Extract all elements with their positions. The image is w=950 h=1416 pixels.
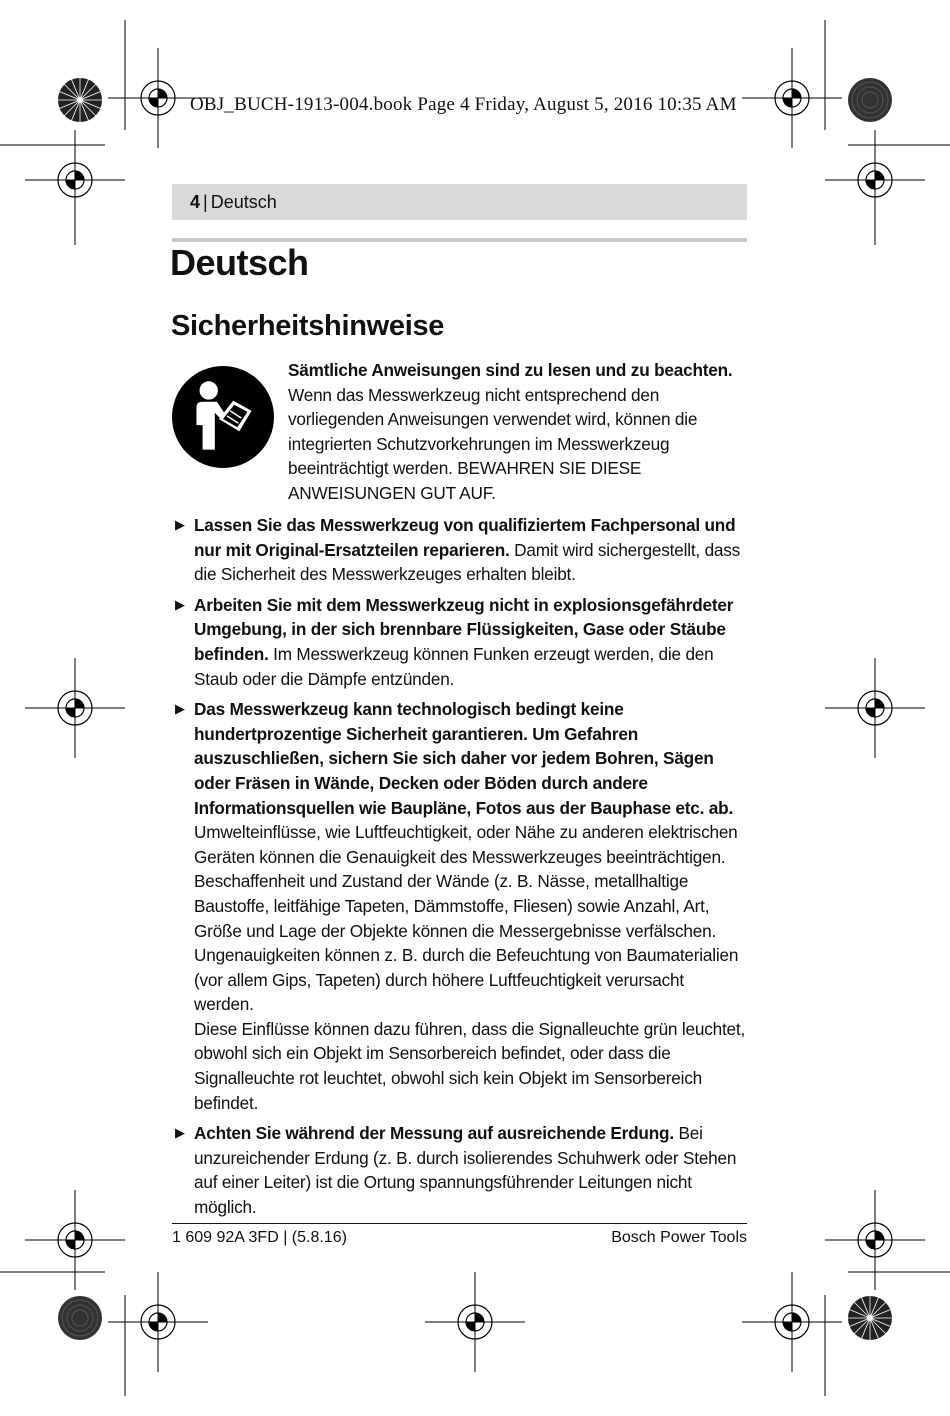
footer-brand: Bosch Power Tools bbox=[611, 1229, 747, 1246]
triangle-right-icon: ▶ bbox=[175, 517, 185, 532]
header-separator: | bbox=[203, 191, 208, 212]
item-bold: Achten Sie während der Messung auf ausreichende Erdung. bbox=[194, 1123, 674, 1144]
item-text: Damit wird sichergestellt, dass die Sicherheit des Messwerkzeuges erhalten bleibt. bbox=[194, 539, 741, 585]
triangle-right-icon: ▶ bbox=[175, 701, 185, 717]
list-item bbox=[172, 593, 748, 691]
intro-paragraph bbox=[288, 358, 748, 506]
item-text: Umwelteinflüsse, wie Luftfeuchtigkeit, oder Nähe zu anderen elektrischen Geräten können die Genauigkeit des Messwerkzeuges beeinträchtigen. Beschaffenheit und Zustand der Wände (z. B. Nässe, metallhaltige Baustoffe, leitfähige Tapeten, Dämmstoffe, Fliesen) sowie Anzahl, Art, Größe und Lage der Objekte können die Messergebnisse verfälschen. Ungenauigkeiten können z. B. durch die Befeuchtung von Baumaterialien (vor allem Gips, Tapeten) durch höhere Luftfeuchtigkeit verursacht werden. bbox=[194, 822, 739, 1015]
page-header bbox=[172, 184, 747, 220]
item-bold: Arbeiten Sie mit dem Messwerkzeug nicht in explosionsgefährdeter Umgebung, in der sich brennbare Flüssigkeiten, Gase oder Stäube befinden. bbox=[194, 594, 734, 664]
triangle-right-icon: ▶ bbox=[175, 596, 185, 612]
item-text: Im Messwerkzeug können Funken erzeugt werden, die den Staub oder die Dämpfe entzünden. bbox=[194, 643, 714, 689]
safety-list bbox=[172, 513, 748, 1226]
footer-doc-number: 1 609 92A 3FD | (5.8.16) bbox=[172, 1229, 347, 1246]
list-item bbox=[172, 697, 748, 1115]
item-text: Bei unzureichender Erdung (z. B. durch isolierendes Schuhwerk oder Stehen auf einer Leiter) ist die Ortung spannungsführender Leitungen nicht möglich. bbox=[194, 1123, 737, 1218]
language-title: Deutsch bbox=[170, 242, 309, 283]
safety-title: Sicherheitshinweise bbox=[171, 310, 445, 342]
read-manual-icon bbox=[172, 366, 274, 468]
footer-rule bbox=[172, 1223, 747, 1224]
header-section: Deutsch bbox=[210, 191, 277, 212]
list-item bbox=[172, 513, 748, 587]
page-number: 4 bbox=[190, 191, 201, 212]
triangle-right-icon: ▶ bbox=[175, 1125, 185, 1141]
item-bold: Lassen Sie das Messwerkzeug von qualifiziertem Fachpersonal und nur mit Original-Ersatzteilen reparieren. bbox=[194, 515, 736, 560]
intro-bold: Sämtliche Anweisungen sind zu lesen und zu beachten. bbox=[288, 360, 733, 380]
intro-text: Wenn das Messwerkzeug nicht entsprechend den vorliegenden Anweisungen verwendet wird, können die integrierten Schutzvorkehrungen im Messwerkzeug beeinträchtigt werden. BEWAHREN SIE DIESE ANWEISUNGEN GUT AUF. bbox=[288, 384, 698, 503]
slug-line: OBJ_BUCH-1913-004.book Page 4 Friday, August 5, 2016 10:35 AM bbox=[190, 94, 737, 115]
list-item bbox=[172, 1121, 748, 1219]
item-continuation: Diese Einflüsse können dazu führen, dass die Signalleuchte grün leuchtet, obwohl sich ein Objekt im Sensorbereich befindet, oder dass die Signalleuchte rot leuchtet, obwohl sich kein Objekt im Sensorbereich befindet. bbox=[194, 1018, 746, 1113]
item-bold: Das Messwerkzeug kann technologisch bedingt keine hundertprozentige Sicherheit garantieren. Um Gefahren auszuschließen, sichern Sie sich daher vor jedem Bohren, Sägen oder Fräsen in Wände, Decken oder Böden durch andere Informationsquellen wie Baupläne, Fotos aus der Bauphase etc. ab. bbox=[194, 699, 734, 818]
